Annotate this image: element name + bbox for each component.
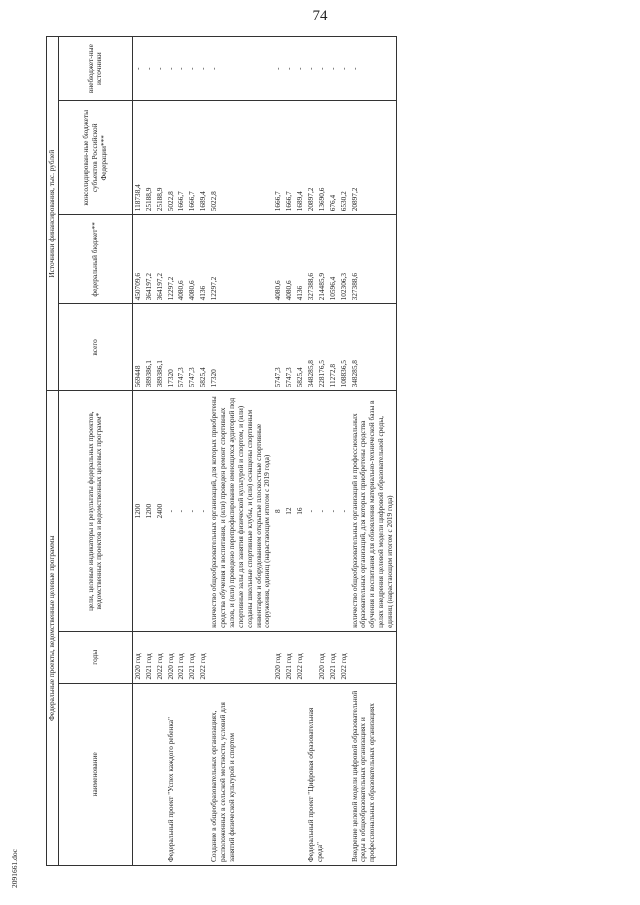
row-year: 2022 год [295, 631, 306, 683]
row-extra: - [328, 37, 339, 101]
row-indicator: 1200 [132, 391, 143, 631]
row-total: 348285,8 [350, 304, 397, 391]
row-regional: 25188,9 [144, 101, 155, 215]
row-total: 17320 [166, 304, 177, 391]
row-name [155, 683, 166, 865]
row-year [306, 631, 317, 683]
row-indicator: 2400 [155, 391, 166, 631]
table-row [155, 37, 166, 866]
row-federal: 327388,6 [350, 215, 397, 304]
header-years: годы [58, 631, 132, 683]
row-regional: 25188,9 [155, 101, 166, 215]
row-federal: 327388,6 [306, 215, 317, 304]
row-year: 2021 год [284, 631, 295, 683]
table-row [306, 37, 317, 866]
measure-name-digital: Внедрение целевой модели цифровой образовательной среды в общеобразовательных организациях и профессиональных образовательных организациях [350, 683, 397, 865]
row-federal: 364197,2 [155, 215, 166, 304]
row-name [132, 683, 143, 865]
row-extra: - [176, 37, 187, 101]
row-total: 228176,5 [317, 304, 328, 391]
rotated-table-container [46, 36, 616, 866]
header-federal: федеральный бюджет** [58, 215, 132, 304]
row-federal: 214485,9 [317, 215, 328, 304]
row-indicator: - [328, 391, 339, 631]
row-regional: 1689,4 [198, 101, 209, 215]
table-row [144, 37, 155, 866]
row-regional: 20897,2 [350, 101, 397, 215]
row-indicator: - [306, 391, 317, 631]
header-name: наименование [58, 683, 132, 865]
row-total: 389386,1 [144, 304, 155, 391]
row-total: 5747,3 [176, 304, 187, 391]
row-year: 2022 год [339, 631, 350, 683]
row-indicator: - [339, 391, 350, 631]
row-indicator: - [176, 391, 187, 631]
row-federal: 364197,2 [144, 215, 155, 304]
row-regional: 1666,7 [187, 101, 198, 215]
row-extra: - [339, 37, 350, 101]
row-indicator: - [187, 391, 198, 631]
row-year [350, 631, 397, 683]
row-federal: 4136 [295, 215, 306, 304]
row-year: 2021 год [144, 631, 155, 683]
row-year: 2020 год [317, 631, 328, 683]
row-total: 5747,3 [187, 304, 198, 391]
row-federal: 102306,3 [339, 215, 350, 304]
row-total: 108836,5 [339, 304, 350, 391]
row-federal: 4080,6 [176, 215, 187, 304]
project-name-success: Федеральный проект "Успех каждого ребенка" [166, 683, 210, 865]
row-indicator: 8 [273, 391, 284, 631]
row-regional: 20897,2 [306, 101, 317, 215]
row-regional: 676,4 [328, 101, 339, 215]
table-row [350, 37, 397, 866]
row-federal: 10596,4 [328, 215, 339, 304]
header-extra: внебюджет-ные источники [58, 37, 132, 101]
row-total: 348285,8 [306, 304, 317, 391]
row-regional: 13690,6 [317, 101, 328, 215]
row-regional: 1666,7 [176, 101, 187, 215]
row-year: 2020 год [273, 631, 284, 683]
row-federal: 4136 [198, 215, 209, 304]
row-regional: 1689,4 [295, 101, 306, 215]
header-total: всего [58, 304, 132, 391]
row-regional: 1666,7 [273, 101, 284, 215]
row-total: 17320 [209, 304, 273, 391]
row-year: 2021 год [187, 631, 198, 683]
row-total: 389386,1 [155, 304, 166, 391]
header-regional: консолидирован-ные бюджеты субъектов Российской Федерации*** [58, 101, 132, 215]
row-regional: 5022,8 [166, 101, 177, 215]
row-year: 2021 год [328, 631, 339, 683]
row-federal: 450709,6 [132, 215, 143, 304]
row-total: 11272,8 [328, 304, 339, 391]
row-extra: - [187, 37, 198, 101]
row-indicator: - [317, 391, 328, 631]
financing-table [46, 36, 397, 866]
row-regional: 6530,2 [339, 101, 350, 215]
row-extra: - [144, 37, 155, 101]
row-regional: 5022,8 [209, 101, 273, 215]
row-indicator: 1200 [144, 391, 155, 631]
row-year: 2020 год [166, 631, 177, 683]
row-extra: - [155, 37, 166, 101]
row-year: 2022 год [155, 631, 166, 683]
measure-goals-digital: количество общеобразовательных организаций и профессиональных образовательных организаций, для которых приобретены средства обучения и воспитания для обновления материально-технической базы в целях внедрения целевой модели цифровой образовательной среды, единиц (нарастающим итогом с 2019 года) [350, 391, 397, 631]
document-code: 2091661.doc [10, 849, 19, 888]
row-extra: - [350, 37, 397, 101]
row-total: 5747,3 [273, 304, 284, 391]
page-number: 74 [312, 8, 328, 24]
row-total: 5825,4 [295, 304, 306, 391]
row-regional: 118738,4 [132, 101, 143, 215]
project-name-digital: Федеральный проект "Цифровая образовательная среда" [306, 683, 350, 865]
row-indicator: - [166, 391, 177, 631]
row-federal: 4080,6 [273, 215, 284, 304]
caption-financing: Источники финансирования, тыс. рублей [47, 37, 59, 391]
header-goals: цели, целевые индикаторы и результаты федеральных проектов, ведомственных проектов и ведомственных целевых программ* [58, 391, 132, 631]
row-extra: - [284, 37, 295, 101]
row-federal: 12297,2 [166, 215, 177, 304]
row-extra: - [295, 37, 306, 101]
row-extra: - [306, 37, 317, 101]
row-total: 5825,4 [198, 304, 209, 391]
row-indicator: 16 [295, 391, 306, 631]
row-year: 2022 год [198, 631, 209, 683]
row-extra: - [273, 37, 284, 101]
row-regional: 1666,7 [284, 101, 295, 215]
table-row [166, 37, 177, 866]
measure-goals-sports: количество общеобразовательных организаций, для которых приобретены средства обучения и воспитания, и (или) проведен ремонт спортивных залов, и (или) проведено перепрофилирование имеющихся аудиторий под спортивные залы для занятия физической культурой и спортом, и (или) созданы школьные спортивные клубы, и (или) оснащены спортивным инвентарем и оборудованием открытые плоскостные спортивные сооружения, единиц (нарастающим итогом с 2019 года) [209, 391, 273, 631]
table-row [209, 37, 273, 866]
row-federal: 4080,6 [187, 215, 198, 304]
row-federal: 12297,2 [209, 215, 273, 304]
row-extra: - [317, 37, 328, 101]
row-year [209, 631, 273, 683]
measure-name-sports: Создание в общеобразовательных организациях, расположенных в сельской местности, условий для занятий физической культурой и спортом [209, 683, 306, 865]
row-total: 569448 [132, 304, 143, 391]
row-year: 2020 год [132, 631, 143, 683]
row-extra: - [198, 37, 209, 101]
row-indicator: - [198, 391, 209, 631]
row-extra: - [166, 37, 177, 101]
row-extra: - [209, 37, 273, 101]
row-federal: 4080,6 [284, 215, 295, 304]
caption-projects: Федеральные проекты, ведомственные целевые программы [47, 391, 59, 866]
row-indicator: 12 [284, 391, 295, 631]
table-row [132, 37, 143, 866]
row-extra: - [132, 37, 143, 101]
row-total: 5747,3 [284, 304, 295, 391]
row-name [144, 683, 155, 865]
row-year: 2021 год [176, 631, 187, 683]
